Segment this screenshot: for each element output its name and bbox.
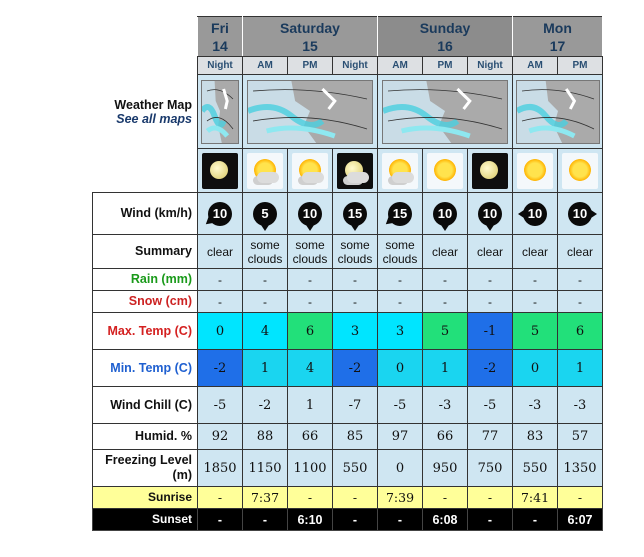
weather-map-thumbnail[interactable] (516, 80, 600, 144)
freezing-cell (198, 450, 243, 487)
sunset-value: - (352, 512, 358, 527)
max-temp-cell (243, 313, 288, 350)
humidity-cell (243, 424, 288, 450)
freezing-value: 1150 (248, 460, 282, 476)
sunset-value: 6:08 (432, 512, 458, 527)
wind-cell (198, 193, 243, 235)
humidity-cell (468, 424, 513, 450)
wind-chill-cell (423, 387, 468, 424)
wind-chill-cell (558, 387, 603, 424)
rain-value: - (353, 272, 357, 287)
period-label: Night (198, 57, 243, 75)
sunrise-cell (468, 487, 513, 509)
sun-icon (562, 153, 598, 189)
freezing-level-label: Freezing Level (m) (93, 450, 198, 487)
min-temp-value: 1 (440, 360, 450, 376)
humidity-value: 83 (526, 429, 544, 444)
summary-cell (243, 235, 288, 269)
wind-chill-cell (243, 387, 288, 424)
min-temp-cell (513, 350, 558, 387)
snow-cell (558, 291, 603, 313)
period-label: AM (378, 57, 423, 75)
period-label: Night (468, 57, 513, 75)
freezing-value: 550 (342, 460, 368, 476)
see-all-maps-link[interactable]: See all maps (116, 111, 192, 126)
sunrise-cell (423, 487, 468, 509)
summary-value: some clouds (292, 237, 328, 266)
humidity-cell (513, 424, 558, 450)
freezing-value: 0 (395, 460, 405, 476)
max-temp-cell (288, 313, 333, 350)
min-temp-cell (243, 350, 288, 387)
min-temp-value: 1 (260, 360, 270, 376)
wind-cell (243, 193, 288, 235)
wind-chill-cell (288, 387, 333, 424)
snow-cell (468, 291, 513, 313)
sun-icon (427, 153, 463, 189)
wind-label: Wind (km/h) (93, 193, 198, 235)
snow-cell (513, 291, 558, 313)
sunrise-value: 7:37 (250, 490, 280, 505)
rain-cell (423, 269, 468, 291)
sunrise-value: - (307, 490, 313, 505)
summary-cell (378, 235, 423, 269)
wind-chill-value: -5 (483, 397, 497, 413)
rain-value: - (308, 272, 312, 287)
wind-chill-value: -3 (438, 397, 452, 413)
sunset-label: Sunset (93, 509, 198, 531)
sunrise-cell (558, 487, 603, 509)
max-temp-value: 5 (530, 323, 540, 339)
summary-cell (468, 235, 513, 269)
summary-value: some clouds (337, 237, 373, 266)
wind-chill-cell (468, 387, 513, 424)
summary-value: clear (521, 244, 548, 259)
partly-cloudy-day-icon (292, 153, 328, 189)
humidity-value: 92 (211, 429, 229, 444)
wind-direction-icon: 5 (253, 202, 277, 226)
wind-chill-cell (513, 387, 558, 424)
wind-chill-value: -3 (528, 397, 542, 413)
wind-cell (513, 193, 558, 235)
sunrise-value: - (352, 490, 358, 505)
wind-chill-value: -7 (348, 397, 362, 413)
sunset-cell (468, 509, 513, 531)
snow-cell (378, 291, 423, 313)
sunset-value: - (487, 512, 493, 527)
min-temp-value: -2 (348, 360, 362, 376)
min-temp-value: 0 (530, 360, 540, 376)
sunrise-value: - (442, 490, 448, 505)
min-temp-cell (288, 350, 333, 387)
humidity-cell (333, 424, 378, 450)
rain-cell (198, 269, 243, 291)
sunrise-value: 7:41 (520, 490, 550, 505)
day-header-fri: Fri 14 (198, 17, 243, 57)
clear-night-icon (472, 153, 508, 189)
snow-value: - (398, 294, 402, 309)
rain-cell (378, 269, 423, 291)
max-temp-value: 6 (575, 323, 585, 339)
min-temp-cell (198, 350, 243, 387)
sunset-value: - (262, 512, 268, 527)
summary-cell (558, 235, 603, 269)
summary-value: clear (476, 244, 503, 259)
sunrise-cell (288, 487, 333, 509)
wind-chill-label: Wind Chill (C) (93, 387, 198, 424)
rain-cell (243, 269, 288, 291)
clear-night-icon (202, 153, 238, 189)
min-temp-cell (558, 350, 603, 387)
sunset-cell (513, 509, 558, 531)
weather-map-thumbnail[interactable] (201, 80, 239, 144)
freezing-cell (558, 450, 603, 487)
sun-icon (517, 153, 553, 189)
max-temp-cell (513, 313, 558, 350)
freezing-cell (513, 450, 558, 487)
freezing-cell (288, 450, 333, 487)
sunrise-cell (378, 487, 423, 509)
rain-label: Rain (mm) (93, 269, 198, 291)
max-temp-value: -1 (483, 323, 497, 339)
rain-cell (513, 269, 558, 291)
sunset-cell (558, 509, 603, 531)
max-temp-cell (558, 313, 603, 350)
period-label: PM (558, 57, 603, 75)
humidity-value: 77 (481, 429, 499, 444)
summary-label: Summary (93, 235, 198, 269)
wind-cell (468, 193, 513, 235)
rain-value: - (578, 272, 582, 287)
max-temp-cell (378, 313, 423, 350)
period-label: PM (288, 57, 333, 75)
day-header-mon: Mon 17 (513, 17, 603, 57)
snow-value: - (353, 294, 357, 309)
snow-value: - (308, 294, 312, 309)
wind-cell (558, 193, 603, 235)
freezing-value: 950 (432, 460, 458, 476)
sunset-value: - (217, 512, 223, 527)
freezing-value: 1350 (563, 460, 597, 476)
sunrise-value: 7:39 (385, 490, 415, 505)
wind-direction-icon: 10 (478, 202, 502, 226)
humidity-value: 88 (256, 429, 274, 444)
sunset-value: - (532, 512, 538, 527)
day-header-saturday: Saturday 15 (243, 17, 378, 57)
humidity-cell (423, 424, 468, 450)
snow-cell (243, 291, 288, 313)
sunset-value: 6:10 (297, 512, 323, 527)
period-label: PM (423, 57, 468, 75)
wind-direction-icon: 10 (523, 202, 547, 226)
rain-cell (468, 269, 513, 291)
summary-cell (423, 235, 468, 269)
snow-cell (333, 291, 378, 313)
sunset-cell (378, 509, 423, 531)
weather-map-thumbnail[interactable] (247, 80, 373, 144)
sunset-value: 6:07 (567, 512, 593, 527)
min-temp-cell (468, 350, 513, 387)
wind-chill-cell (378, 387, 423, 424)
snow-value: - (488, 294, 492, 309)
sunrise-value: - (217, 490, 223, 505)
freezing-value: 1850 (203, 460, 237, 476)
max-temp-cell (468, 313, 513, 350)
rain-cell (333, 269, 378, 291)
snow-cell (198, 291, 243, 313)
sunset-cell (198, 509, 243, 531)
snow-cell (288, 291, 333, 313)
min-temp-value: 4 (305, 360, 315, 376)
partly-cloudy-day-icon (382, 153, 418, 189)
sunset-cell (243, 509, 288, 531)
wind-cell (423, 193, 468, 235)
min-temp-cell (333, 350, 378, 387)
min-temp-value: 0 (395, 360, 405, 376)
wind-chill-cell (198, 387, 243, 424)
max-temp-value: 4 (260, 323, 270, 339)
freezing-cell (243, 450, 288, 487)
rain-value: - (398, 272, 402, 287)
wind-chill-value: -5 (393, 397, 407, 413)
summary-cell (288, 235, 333, 269)
period-label: Night (333, 57, 378, 75)
humidity-value: 57 (571, 429, 589, 444)
snow-value: - (443, 294, 447, 309)
min-temp-cell (423, 350, 468, 387)
weather-map-thumbnail[interactable] (382, 80, 508, 144)
max-temp-value: 6 (305, 323, 315, 339)
freezing-cell (468, 450, 513, 487)
snow-value: - (218, 294, 222, 309)
snow-value: - (263, 294, 267, 309)
summary-cell (333, 235, 378, 269)
max-temp-cell (198, 313, 243, 350)
period-label: AM (513, 57, 558, 75)
max-temp-cell (423, 313, 468, 350)
humidity-label: Humid. % (93, 424, 198, 450)
sunrise-cell (333, 487, 378, 509)
max-temp-label: Max. Temp (C) (93, 313, 198, 350)
max-temp-value: 5 (440, 323, 450, 339)
freezing-value: 750 (477, 460, 503, 476)
forecast-table (92, 16, 603, 531)
freezing-cell (333, 450, 378, 487)
sunrise-cell (513, 487, 558, 509)
summary-value: clear (431, 244, 458, 259)
wind-direction-icon: 15 (388, 202, 412, 226)
humidity-value: 66 (436, 429, 454, 444)
rain-value: - (488, 272, 492, 287)
wind-direction-icon: 10 (433, 202, 457, 226)
rain-value: - (263, 272, 267, 287)
snow-label: Snow (cm) (93, 291, 198, 313)
humidity-cell (198, 424, 243, 450)
min-temp-cell (378, 350, 423, 387)
snow-value: - (578, 294, 582, 309)
summary-value: clear (206, 244, 233, 259)
rain-cell (558, 269, 603, 291)
min-temp-value: 1 (575, 360, 585, 376)
wind-chill-value: 1 (305, 397, 315, 413)
sunrise-cell (198, 487, 243, 509)
wind-direction-icon: 10 (208, 202, 232, 226)
wind-chill-value: -3 (573, 397, 587, 413)
wind-chill-cell (333, 387, 378, 424)
freezing-cell (423, 450, 468, 487)
rain-cell (288, 269, 333, 291)
wind-direction-icon: 15 (343, 202, 367, 226)
humidity-value: 97 (391, 429, 409, 444)
freezing-value: 550 (522, 460, 548, 476)
sunrise-value: - (487, 490, 493, 505)
sunset-value: - (397, 512, 403, 527)
humidity-value: 66 (301, 429, 319, 444)
wind-chill-value: -5 (213, 397, 227, 413)
wind-cell (333, 193, 378, 235)
humidity-cell (288, 424, 333, 450)
weather-map-title: Weather Map (114, 97, 192, 112)
min-temp-value: -2 (213, 360, 227, 376)
humidity-value: 85 (346, 429, 364, 444)
wind-chill-value: -2 (258, 397, 272, 413)
sunrise-cell (243, 487, 288, 509)
day-header-sunday: Sunday 16 (378, 17, 513, 57)
sunset-cell (423, 509, 468, 531)
summary-cell (513, 235, 558, 269)
rain-value: - (218, 272, 222, 287)
min-temp-value: -2 (483, 360, 497, 376)
summary-value: some clouds (382, 237, 418, 266)
wind-direction-icon: 10 (298, 202, 322, 226)
sunset-cell (288, 509, 333, 531)
max-temp-cell (333, 313, 378, 350)
sunrise-label: Sunrise (93, 487, 198, 509)
sunset-cell (333, 509, 378, 531)
humidity-cell (558, 424, 603, 450)
cloudy-night-icon (337, 153, 373, 189)
rain-value: - (533, 272, 537, 287)
wind-cell (288, 193, 333, 235)
max-temp-value: 3 (350, 323, 360, 339)
summary-cell (198, 235, 243, 269)
min-temp-label: Min. Temp (C) (93, 350, 198, 387)
max-temp-value: 3 (395, 323, 405, 339)
period-label: AM (243, 57, 288, 75)
freezing-value: 1100 (293, 460, 327, 476)
rain-value: - (443, 272, 447, 287)
wind-direction-icon: 10 (568, 202, 592, 226)
humidity-cell (378, 424, 423, 450)
summary-value: clear (566, 244, 593, 259)
snow-cell (423, 291, 468, 313)
snow-value: - (533, 294, 537, 309)
wind-cell (378, 193, 423, 235)
freezing-cell (378, 450, 423, 487)
max-temp-value: 0 (215, 323, 225, 339)
sunrise-value: - (577, 490, 583, 505)
partly-cloudy-day-icon (247, 153, 283, 189)
summary-value: some clouds (247, 237, 283, 266)
